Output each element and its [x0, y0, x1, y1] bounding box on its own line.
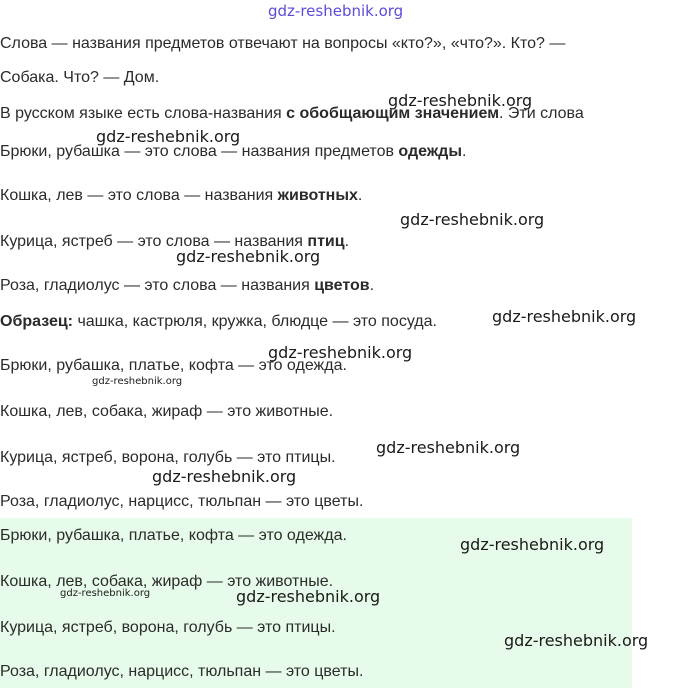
watermark-text: gdz-reshebnik.org — [504, 631, 649, 650]
text-run: . — [344, 233, 350, 250]
text-run: Брюки, рубашка, платье, кофта — это одежда. — [0, 357, 347, 374]
watermark-text: gdz-reshebnik.org — [268, 343, 413, 362]
text-run: Роза, гладиолус, нарцисс, тюльпан — это цветы. — [0, 663, 364, 680]
text-run: Роза, гладиолус — это слова — названия — [0, 277, 315, 294]
text-run: . Эти слова — [499, 105, 584, 122]
text-run: чашка, кастрюля, кружка, блюдце — это посуда. — [73, 313, 437, 330]
text-line — [0, 448, 336, 468]
text-line — [0, 492, 363, 512]
bold-term: птиц — [307, 233, 345, 250]
text-line — [0, 186, 362, 206]
watermark-text: gdz-reshebnik.org — [268, 2, 404, 20]
text-line — [0, 618, 336, 638]
watermark-text: gdz-reshebnik.org — [96, 127, 241, 146]
text-run: Курица, ястреб — это слова — названия — [0, 233, 308, 250]
text-run: В русском языке есть слова-названия — [0, 105, 287, 122]
text-line — [0, 276, 374, 296]
text-run: Курица, ястреб, ворона, голубь — это птицы. — [0, 449, 336, 466]
watermark-text: gdz-reshebnik.org — [152, 467, 297, 486]
text-run: . — [369, 277, 375, 294]
watermark-text: gdz-reshebnik.org — [492, 307, 637, 326]
bold-term: одежды — [398, 143, 462, 160]
text-run: Брюки, рубашка, платье, кофта — это одежда. — [0, 527, 347, 544]
text-run: . — [357, 187, 363, 204]
text-line — [0, 312, 437, 332]
text-line — [0, 662, 363, 682]
bold-term: с обобщающим значением — [286, 105, 500, 122]
text-line — [0, 34, 565, 54]
text-run: Кошка, лев, собака, жираф — это животные. — [0, 573, 334, 590]
bold-term: животных — [277, 187, 358, 204]
watermark-text: gdz-reshebnik.org — [60, 588, 151, 599]
watermark-text: gdz-reshebnik.org — [92, 376, 183, 387]
text-run: Кошка, лев, собака, жираф — это животные. — [0, 403, 334, 420]
text-run: Собака. Что? — Дом. — [0, 69, 160, 86]
bold-term: Образец: — [0, 313, 73, 330]
watermark-text: gdz-reshebnik.org — [236, 587, 381, 606]
watermark-text: gdz-reshebnik.org — [376, 438, 521, 457]
text-run: Кошка, лев — это слова — названия — [0, 187, 278, 204]
text-run: Брюки, рубашка — это слова — названия предметов — [0, 143, 399, 160]
watermark-text: gdz-reshebnik.org — [400, 210, 545, 229]
text-run: Слова — названия предметов отвечают на вопросы «кто?», «что?». Кто? — — [0, 35, 566, 52]
watermark-text: gdz-reshebnik.org — [388, 91, 533, 110]
watermark-text: gdz-reshebnik.org — [176, 247, 321, 266]
text-run: . — [462, 143, 467, 160]
text-line — [0, 68, 159, 88]
text-line — [0, 402, 333, 422]
text-run: Курица, ястреб, ворона, голубь — это птицы. — [0, 619, 336, 636]
watermark-text: gdz-reshebnik.org — [460, 535, 605, 554]
text-run: Роза, гладиолус, нарцисс, тюльпан — это цветы. — [0, 493, 364, 510]
bold-term: цветов — [314, 277, 370, 294]
text-line — [0, 526, 347, 546]
